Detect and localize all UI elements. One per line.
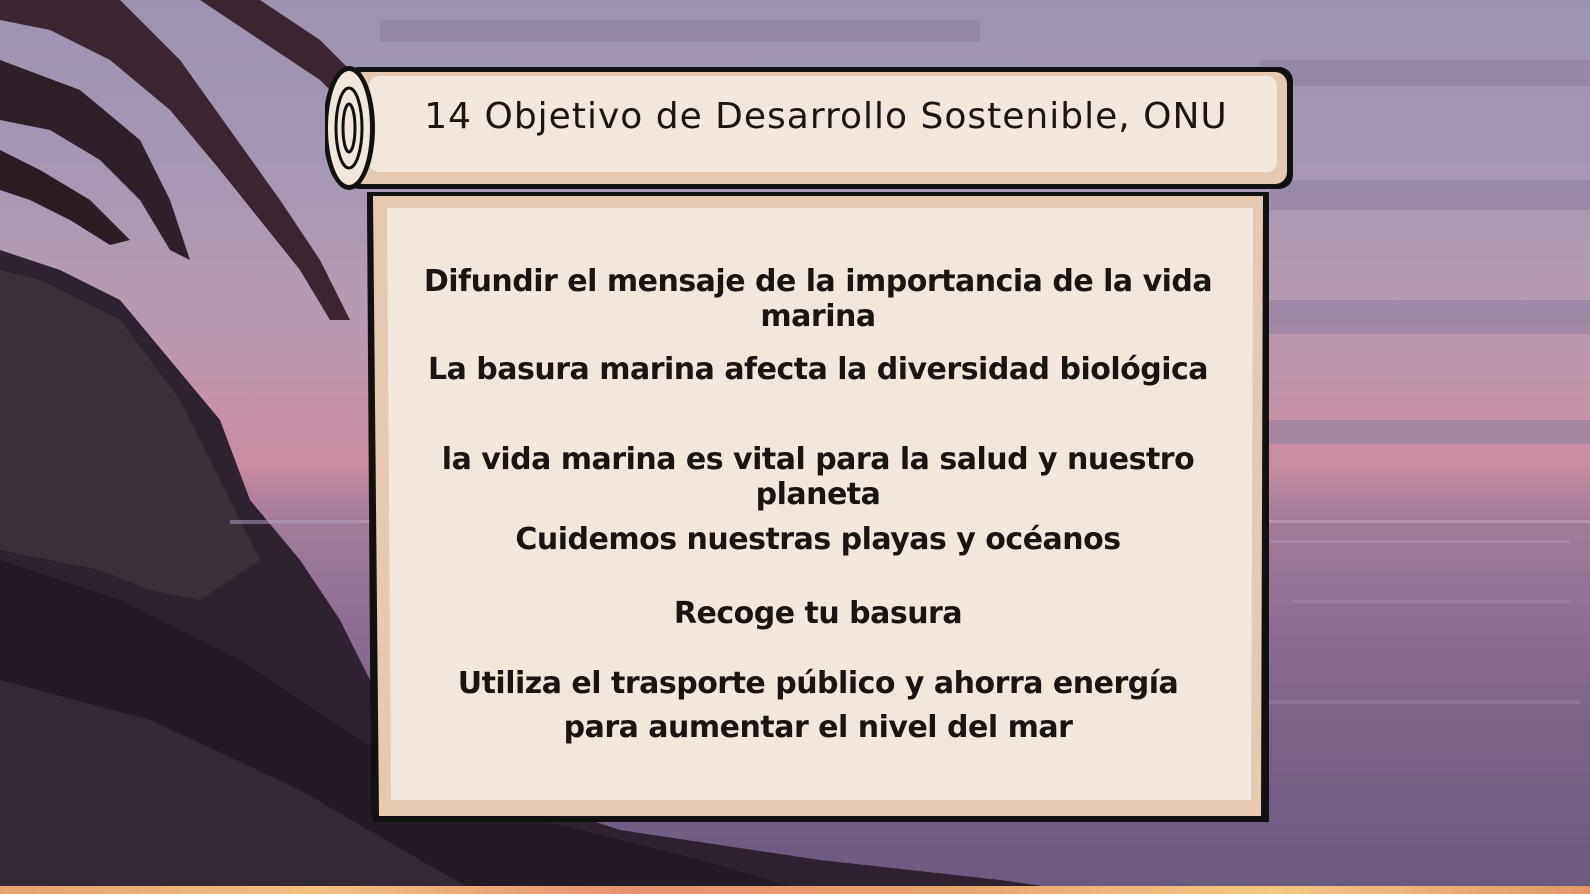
message-line-5: Recoge tu basura bbox=[673, 596, 963, 631]
message-line-7: para aumentar el nivel del mar bbox=[563, 710, 1073, 745]
message-line-1: Difundir el mensaje de la importancia de la vida marina bbox=[423, 264, 1213, 334]
message-line-2: La basura marina afecta la diversidad biológica bbox=[427, 352, 1209, 387]
message-line-6: Utiliza el trasporte público y ahorra energía bbox=[457, 666, 1179, 701]
bottom-light-strip bbox=[0, 886, 1590, 894]
scroll-messages bbox=[375, 200, 1261, 810]
message-line-4: Cuidemos nuestras playas y océanos bbox=[515, 522, 1121, 557]
scroll-title: 14 Objetivo de Desarrollo Sostenible, ONU bbox=[424, 96, 1228, 137]
message-line-3: la vida marina es vital para la salud y nuestro planeta bbox=[441, 442, 1195, 512]
